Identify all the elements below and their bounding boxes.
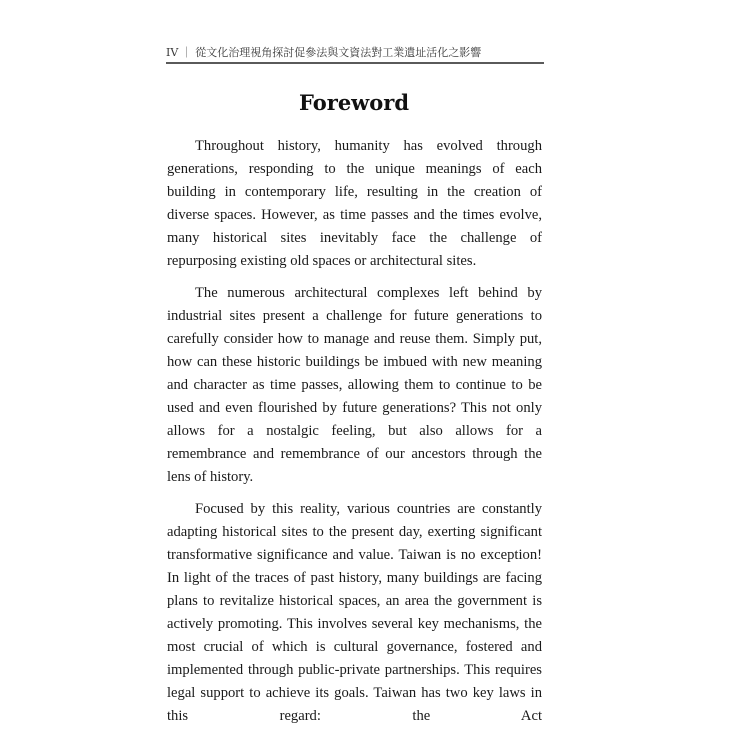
header-separator: ｜ [181,46,193,59]
paragraph-2: The numerous architectural complexes left behind by industrial sites present a challenge for future generations to carefully consider how to manage and reuse them. Simply put, how can these historic buildings be imbued with new meaning and character as time passes, allowing them to continue to be used and even flourished by future generations? This not only allows for a nostalgic feeling, but also allows for a remembrance and remembrance of our ancestors through the lens of history. [167,285,542,485]
running-header [166,46,544,62]
body-text [167,135,542,737]
book-title: 從文化治理視角探討促參法與文資法對工業遺址活化之影響 [195,46,482,59]
paragraph-3: Focused by this reality, various countries are constantly adapting historical sites to the present day, exerting significant transformative significance and value. Taiwan is no exception! In light of the traces of past history, many buildings are facing plans to revitalize historical spaces, an area the government is actively promoting. This involves several key mechanisms, the most crucial of which is cultural governance, fostered and implemented through public-private partnerships. This requires legal support to achieve its goals. Taiwan has two key laws in this regard: the Act [167,501,542,724]
page-title: Foreword [298,90,410,115]
paragraph-1: Throughout history, humanity has evolved through generations, responding to the unique meanings of each building in contemporary life, resulting in the creation of diverse spaces. However, as time passes and the times evolve, many historical sites inevitably face the challenge of repurposing existing old spaces or architectural sites. [167,138,542,269]
header-rule [166,62,544,64]
chapter-number: IV [166,46,179,59]
